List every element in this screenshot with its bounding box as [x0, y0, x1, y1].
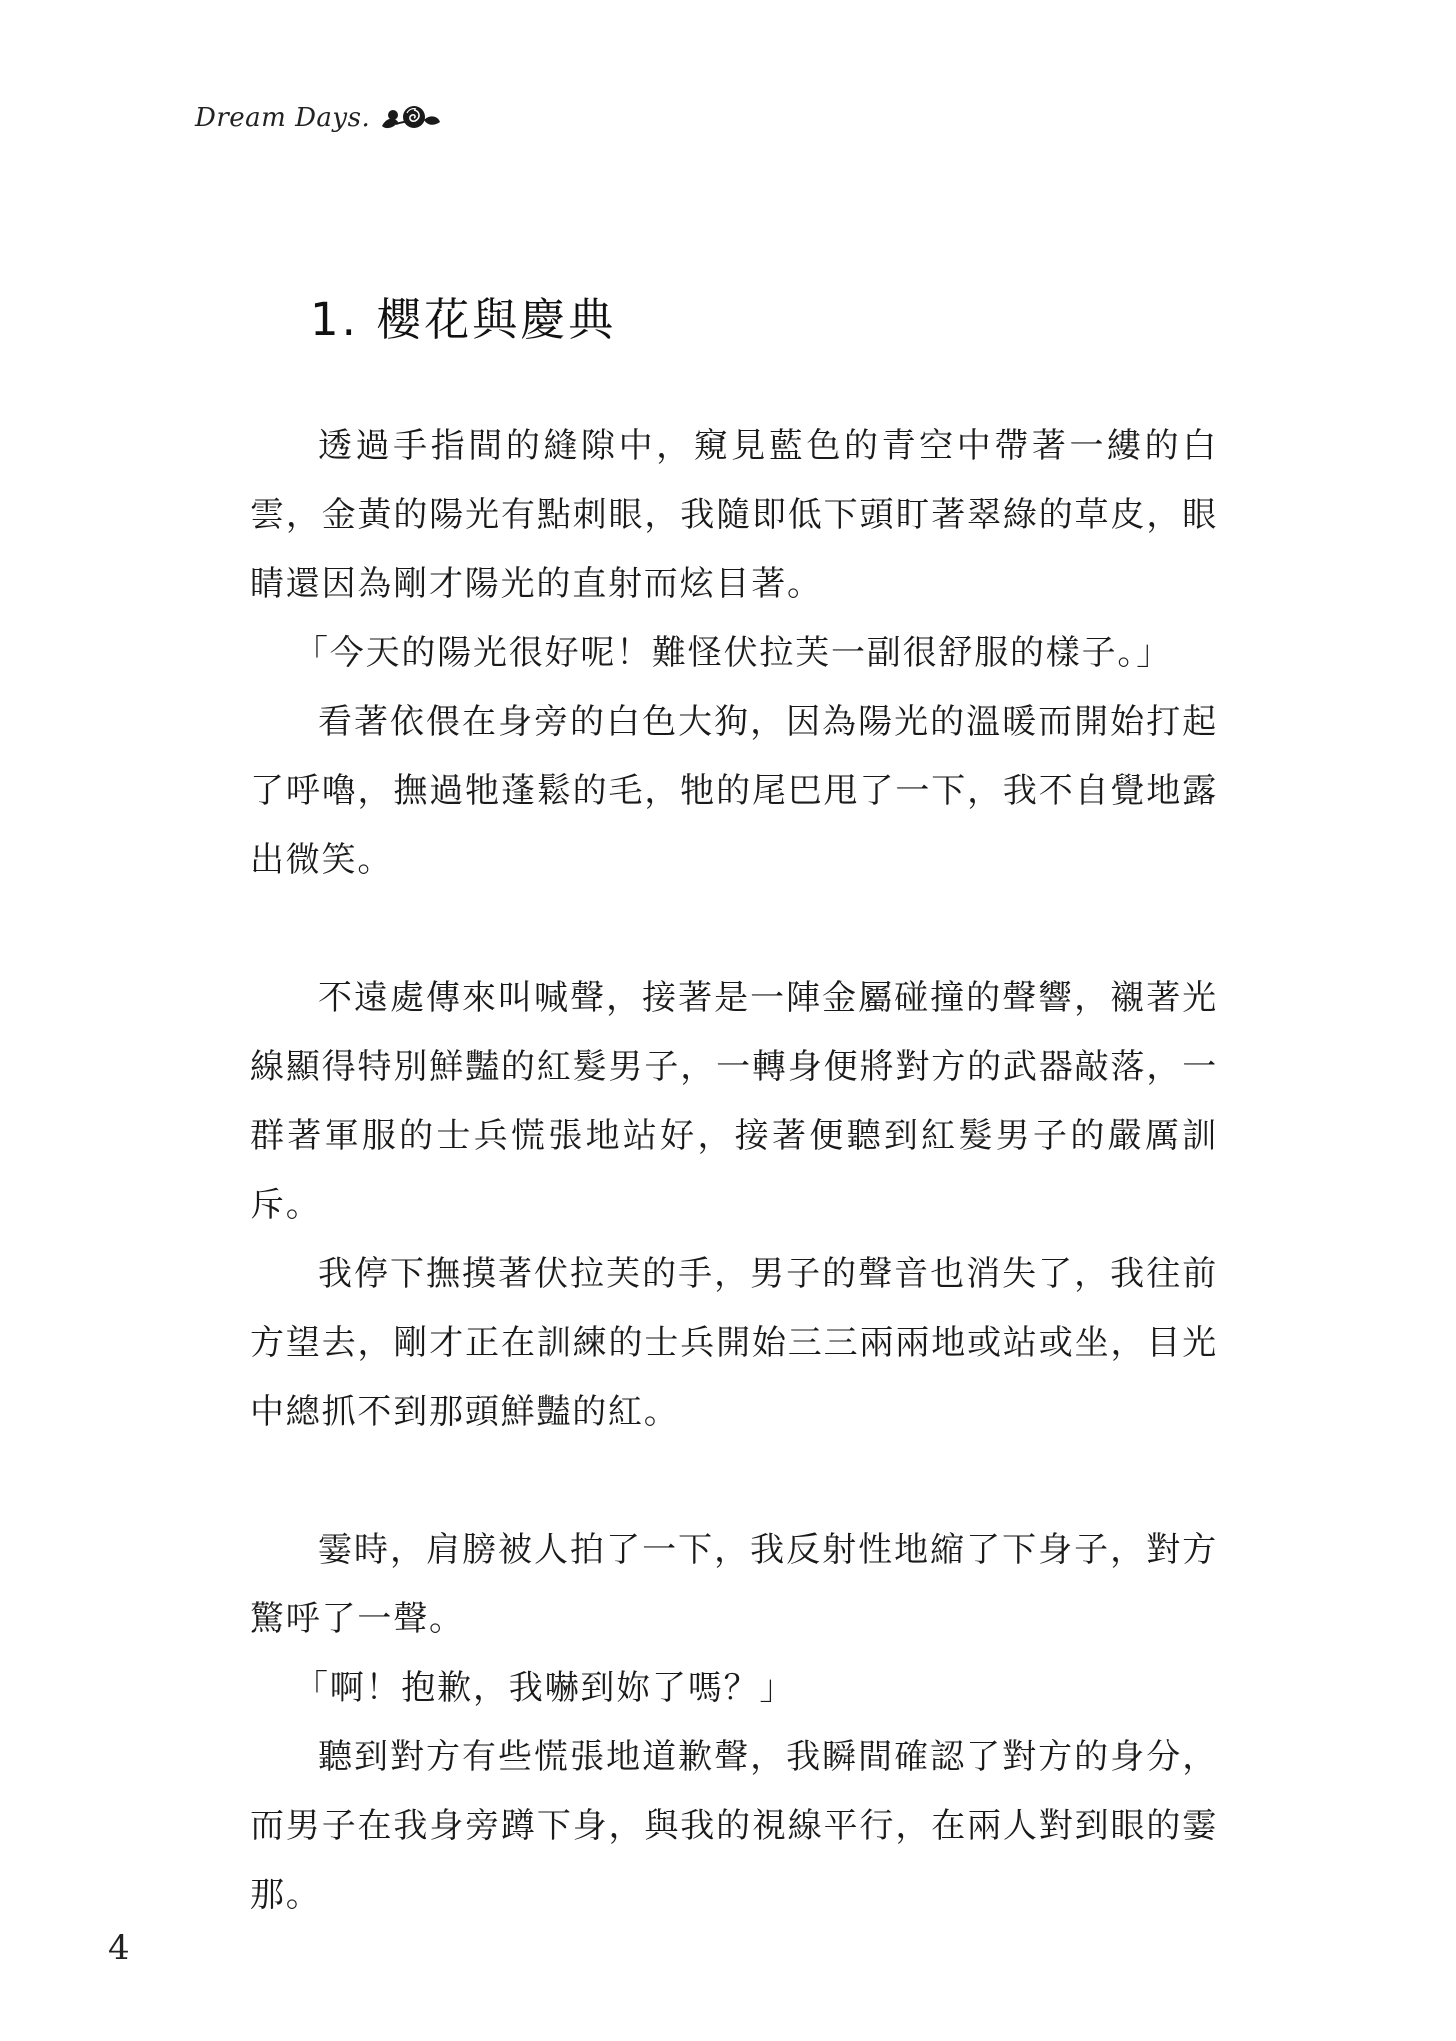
dialogue-paragraph: 「今天的陽光很好呢！難怪伏拉芙一副很舒服的樣子。」 [294, 633, 1172, 673]
section-break [250, 895, 1218, 964]
section-break [250, 1447, 1218, 1516]
body-text [250, 412, 1218, 1930]
dialogue-paragraph: 「啊！抱歉，我嚇到妳了嗎？」 [294, 1668, 796, 1708]
paragraph: 透過手指間的縫隙中，窺見藍色的青空中帶著一縷的白雲，金黃的陽光有點刺眼，我隨即低下頭盯著翠綠的草皮，眼睛還因為剛才陽光的直射而炫目著。 [250, 426, 1218, 604]
paragraph: 霎時，肩膀被人拍了一下，我反射性地縮了下身子，對方驚呼了一聲。 [250, 1530, 1218, 1639]
paragraph: 我停下撫摸著伏拉芙的手，男子的聲音也消失了，我往前方望去，剛才正在訓練的士兵開始三三兩兩地或站或坐，目光中總抓不到那頭鮮豔的紅。 [250, 1254, 1218, 1432]
paragraph: 不遠處傳來叫喊聲，接著是一陣金屬碰撞的聲響，襯著光線顯得特別鮮豔的紅髮男子，一轉身便將對方的武器敲落，一群著軍服的士兵慌張地站好，接著便聽到紅髮男子的嚴厲訓斥。 [250, 978, 1218, 1225]
book-title: Dream Days. [195, 103, 371, 133]
running-header [195, 100, 442, 136]
rose-icon [380, 100, 442, 136]
chapter-title: 1. 櫻花與慶典 [310, 293, 617, 346]
paragraph: 看著依偎在身旁的白色大狗，因為陽光的溫暖而開始打起了呼嚕，撫過牠蓬鬆的毛，牠的尾巴甩了一下，我不自覺地露出微笑。 [250, 702, 1218, 880]
page-number: 4 [108, 1928, 130, 1968]
paragraph: 聽到對方有些慌張地道歉聲，我瞬間確認了對方的身分，而男子在我身旁蹲下身，與我的視線平行，在兩人對到眼的霎那。 [250, 1737, 1218, 1915]
